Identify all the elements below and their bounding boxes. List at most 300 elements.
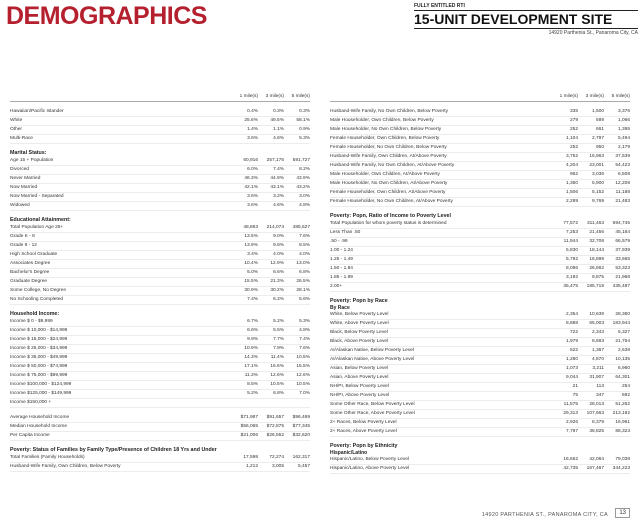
row-value: 4.8% (299, 203, 310, 208)
row-value: 0.9% (299, 127, 310, 132)
row-value: $77,345 (292, 424, 310, 429)
row-value: 8,086 (565, 266, 578, 271)
row-value: 692 (621, 393, 630, 398)
row-label: Income $ 15,000 - $24,999 (10, 337, 68, 342)
table-row (10, 108, 310, 117)
right-column (330, 94, 630, 474)
row-value: 21 (572, 384, 578, 389)
row-label: Never Married (10, 176, 41, 181)
row-label: Divorced (10, 167, 29, 172)
row-value: 9,875 (591, 275, 604, 280)
row-value: 8,888 (565, 321, 578, 326)
row-value: 5,900 (591, 181, 604, 186)
row-value: 1.4% (247, 127, 258, 132)
table-row (10, 287, 310, 296)
row-label: Female Householder, No Own Children, At/Above Poverty (330, 199, 453, 204)
row-value: 38,825 (589, 429, 604, 434)
row-value: 722 (569, 330, 578, 335)
row-value: 43.1% (270, 185, 284, 190)
row-label: Husband-Wife Family, No Own Children, At/Above Poverty (330, 163, 455, 168)
row-label: Grade K - 8 (10, 234, 35, 239)
row-label: Male Householder, Own Children, Below Poverty (330, 118, 434, 123)
row-value: 28,360 (615, 312, 630, 317)
row-value: 8.5% (299, 243, 310, 248)
table-row (10, 296, 310, 305)
row-value: 8,379 (591, 420, 604, 425)
radius-3-header: 3 mile(s) (585, 94, 604, 99)
entitlement-tag: FULLY ENTITLED RTI (414, 3, 465, 9)
row-value: 16,899 (589, 257, 604, 262)
table-row (330, 198, 630, 207)
row-value: 42,735 (563, 466, 578, 471)
row-label: Female Householder, No Own Children, Below Poverty (330, 145, 447, 150)
row-label: 1.00 - 1.24 (330, 248, 353, 253)
row-value: 51,262 (615, 402, 630, 407)
table-row (10, 327, 310, 336)
row-label: Husband-Wife Family, Own Children, Below Poverty (10, 464, 121, 469)
row-label: AI/Alaskan Native, Below Poverty Level (330, 348, 414, 353)
row-label: Male Householder, No Own Children, At/Above Poverty (330, 181, 448, 186)
row-label: No Schooling Completed (10, 297, 64, 302)
table-row (10, 175, 310, 184)
row-value: 6.7% (247, 319, 258, 324)
row-label: Income $150,000 + (10, 400, 52, 405)
row-label: Some Other Race, Below Poverty Level (330, 402, 415, 407)
row-value: 7.0% (299, 391, 310, 396)
row-label: Income $125,000 - $149,999 (10, 391, 72, 396)
table-row (330, 117, 630, 126)
row-value: 5,830 (565, 248, 578, 253)
table-row (330, 401, 630, 410)
row-value: 12.9% (270, 261, 284, 266)
poverty-families-table (10, 454, 310, 472)
row-value: 7.4% (247, 297, 258, 302)
row-value: 1,104 (565, 136, 578, 141)
table-row (10, 414, 310, 423)
row-value: 65,003 (589, 321, 604, 326)
table-row (10, 260, 310, 269)
table-row (330, 338, 630, 347)
row-value: 4.0% (273, 252, 284, 257)
row-value: 11,575 (563, 402, 578, 407)
row-value: 3,211 (592, 366, 604, 371)
row-label: Black, Below Poverty Level (330, 330, 388, 335)
row-value: 44.9% (270, 176, 284, 181)
marital-table (10, 157, 310, 211)
row-value: 522 (569, 348, 578, 353)
row-value: 10.4% (244, 261, 258, 266)
row-label: White, Above Poverty Level (330, 321, 389, 326)
row-label: Other (10, 127, 22, 132)
row-value: 17,598 (243, 455, 258, 460)
table-row (10, 117, 310, 126)
row-value: 6.8% (299, 270, 310, 275)
row-label: NH/PI, Above Poverty Level (330, 393, 390, 398)
row-value: 213,192 (612, 411, 630, 416)
row-label: Hispanic/Latino, Below Poverty Level (330, 457, 409, 462)
row-label: Black, Above Poverty Level (330, 339, 389, 344)
row-value: 5,152 (591, 190, 604, 195)
row-value: 21.3% (270, 279, 284, 284)
table-row (10, 432, 310, 441)
table-row (10, 242, 310, 251)
row-value: 107,663 (586, 411, 604, 416)
table-row (10, 166, 310, 175)
row-value: 0.3% (273, 109, 284, 114)
row-label: Hispanic/Latino, Above Poverty Level (330, 466, 410, 471)
table-row (330, 220, 630, 229)
row-value: 1,066 (617, 118, 630, 123)
table-row (330, 283, 630, 292)
row-value: 0.4% (247, 109, 258, 114)
table-row (10, 423, 310, 432)
row-value: 23,001 (589, 163, 604, 168)
row-value: 9.0% (273, 234, 284, 239)
row-value: 661 (595, 127, 604, 132)
row-value: 3.6% (247, 203, 258, 208)
row-value: 2,797 (591, 136, 604, 141)
row-label: 2+ Races, Below Poverty Level (330, 420, 397, 425)
row-value: 12.6% (296, 373, 310, 378)
table-row (10, 463, 310, 472)
row-value: 60,916 (243, 158, 258, 163)
table-row (330, 392, 630, 401)
row-value: 3.2% (273, 194, 284, 199)
table-row (10, 454, 310, 463)
row-label: Median Household Income (10, 424, 68, 429)
row-value: 6,508 (617, 172, 630, 177)
row-value: 79,038 (615, 457, 630, 462)
marital-section-title: Marital Status: (10, 150, 47, 156)
row-value: 30.2% (270, 288, 284, 293)
row-value: 2,638 (617, 348, 630, 353)
left-column (10, 94, 310, 472)
row-value: 11,188 (615, 190, 630, 195)
row-value: 10.5% (270, 382, 284, 387)
row-value: 64,301 (615, 375, 630, 380)
row-value: 26,662 (589, 266, 604, 271)
table-row (10, 251, 310, 260)
row-label: Grade 9 - 12 (10, 243, 37, 248)
row-value: 167,467 (586, 466, 604, 471)
row-value: 66,579 (615, 239, 630, 244)
row-value: 26.5% (296, 279, 310, 284)
row-value: 3,036 (591, 172, 604, 177)
row-value: 1,360 (565, 181, 578, 186)
row-value: $96,469 (292, 415, 310, 420)
table-row (10, 269, 310, 278)
row-value: $56,065 (240, 424, 258, 429)
row-value: 15.5% (296, 364, 310, 369)
row-label: Multi-Race (10, 136, 33, 141)
family-poverty-table (330, 108, 630, 207)
row-value: 9,769 (591, 199, 604, 204)
row-value: 43.9% (296, 176, 310, 181)
row-label: Graduate Degree (10, 279, 48, 284)
row-value: 8.2% (299, 167, 310, 172)
row-value: 347 (595, 393, 604, 398)
table-row (330, 238, 630, 247)
row-value: 1,280 (565, 357, 578, 362)
row-value: 4,204 (565, 163, 578, 168)
row-value: 950 (595, 145, 604, 150)
row-value: 8.5% (247, 382, 258, 387)
row-value: 53,323 (615, 266, 630, 271)
radius-5-header: 5 mile(s) (611, 94, 630, 99)
row-value: 43.2% (296, 185, 310, 190)
row-value: 1,500 (591, 109, 604, 114)
row-value: 45,184 (615, 230, 630, 235)
row-value: 0.3% (299, 109, 310, 114)
row-label: Income $ 10,000 - $14,999 (10, 328, 68, 333)
property-title: 15-UNIT DEVELOPMENT SITE (414, 10, 638, 29)
row-value: 694,745 (612, 221, 630, 226)
row-value: 2,179 (617, 145, 630, 150)
table-row (10, 381, 310, 390)
row-value (232, 399, 258, 407)
row-value: 5,327 (617, 330, 630, 335)
row-value: 6.6% (273, 270, 284, 275)
table-row (330, 311, 630, 320)
row-value: 4.6% (273, 203, 284, 208)
row-value: 335 (569, 109, 578, 114)
row-value: 5.3% (299, 136, 310, 141)
row-value: 2,289 (565, 199, 578, 204)
table-row (10, 354, 310, 363)
row-label: Male Householder, Own Children, At/Above Poverty (330, 172, 440, 177)
income-table (10, 318, 310, 408)
table-row (10, 224, 310, 233)
row-value: 1,506 (565, 190, 578, 195)
row-value: 7,253 (565, 230, 578, 235)
row-value: 7.6% (299, 234, 310, 239)
row-value: 962 (569, 172, 578, 177)
row-value: 6,960 (617, 366, 630, 371)
race-table (10, 108, 310, 144)
income-section-title: Household Income: (10, 311, 60, 317)
row-value: 30.9% (244, 288, 258, 293)
row-value: 435,487 (612, 284, 630, 289)
table-row (10, 372, 310, 381)
row-value: 25.6% (244, 118, 258, 123)
row-value: 28,013 (589, 402, 604, 407)
row-value: $26,552 (266, 433, 284, 438)
radius-3-header: 3 mile(s) (265, 94, 284, 99)
row-value: 16,552 (563, 457, 578, 462)
row-label: Asian, Below Poverty Level (330, 366, 389, 371)
table-row (330, 229, 630, 238)
row-label: Now Married (10, 185, 38, 190)
education-section-title: Educational Attainment: (10, 217, 71, 223)
ratio-table (330, 220, 630, 292)
row-value: 3,192 (565, 275, 578, 280)
row-value: 1,395 (617, 127, 630, 132)
ethnicity-poverty-subtitle: Hispanic/Latino (330, 450, 368, 456)
table-row (10, 157, 310, 166)
row-value: 15,963 (589, 154, 604, 159)
row-value: 7.4% (273, 167, 284, 172)
table-row (330, 153, 630, 162)
table-row (330, 274, 630, 283)
row-value: 2,354 (565, 312, 578, 317)
row-value: 252 (569, 145, 578, 150)
row-value: 49.5% (270, 118, 284, 123)
radius-header (10, 94, 310, 102)
row-value: 11,944 (563, 239, 578, 244)
row-value: 9,044 (565, 375, 578, 380)
table-row (330, 180, 630, 189)
row-value: 33,665 (615, 257, 630, 262)
row-label: Income $100,000 - $124,999 (10, 382, 72, 387)
row-value: 13.0% (296, 261, 310, 266)
row-value: 7.4% (299, 337, 310, 342)
property-header (414, 3, 638, 36)
table-row (330, 135, 630, 144)
row-value: $71,987 (240, 415, 258, 420)
row-value: 5,792 (565, 257, 578, 262)
row-value: 77,572 (563, 221, 578, 226)
row-value: 21,968 (615, 275, 630, 280)
row-value: 17.1% (244, 364, 258, 369)
table-row (10, 184, 310, 193)
table-row (330, 365, 630, 374)
row-value: 5.2% (247, 391, 258, 396)
row-label: White, Below Poverty Level (330, 312, 389, 317)
row-value: 3.4% (247, 252, 258, 257)
row-value: 311,463 (587, 221, 604, 226)
row-label: 1.50 - 1.84 (330, 266, 353, 271)
row-value: 10.5% (296, 355, 310, 360)
row-value: 6.0% (247, 167, 258, 172)
row-value: 6.8% (273, 391, 284, 396)
table-row (330, 189, 630, 198)
row-value: 6.6% (247, 328, 258, 333)
row-value: 252 (569, 127, 578, 132)
row-value: 7.7% (273, 337, 284, 342)
footer-address: 14920 PARTHENIA ST., PANAROMA CITY, CA (481, 512, 608, 518)
row-value: 21,764 (615, 339, 630, 344)
table-row (330, 347, 630, 356)
row-label: Female Householder, Own Children, At/Above Poverty (330, 190, 446, 195)
row-value: 21,483 (615, 199, 630, 204)
ethnicity-poverty-title: Poverty: Popn by Ethnicity (330, 443, 398, 449)
ethnicity-poverty-table (330, 456, 630, 474)
row-value: 31,907 (589, 375, 604, 380)
row-label: NH/PI, Below Poverty Level (330, 384, 389, 389)
row-label: Income $ 50,000 - $74,999 (10, 364, 68, 369)
row-value: 1,212 (245, 464, 258, 469)
row-value: 9.6% (273, 243, 284, 248)
row-label: Less Than .50 (330, 230, 361, 235)
row-value: 591,727 (292, 158, 310, 163)
row-value: 8,683 (591, 339, 604, 344)
row-value: 9.9% (247, 337, 258, 342)
row-value: 4,870 (591, 357, 604, 362)
row-value: 1,367 (591, 348, 604, 353)
row-value: 279 (569, 118, 578, 123)
row-value: 10,135 (615, 357, 630, 362)
row-label: 1.25 - 1.49 (330, 257, 353, 262)
table-row (10, 278, 310, 287)
row-value: 7.6% (299, 346, 310, 351)
table-row (330, 108, 630, 117)
row-label: Asian, Above Poverty Level (330, 375, 389, 380)
row-value: 113 (596, 384, 604, 389)
row-label: Total Families (Family Households) (10, 455, 85, 460)
row-label: High School Graduate (10, 252, 58, 257)
row-value: 11.3% (244, 373, 258, 378)
row-value: $91,657 (266, 415, 284, 420)
row-value: 18,144 (589, 248, 604, 253)
table-row (330, 456, 630, 465)
row-value: $32,620 (292, 433, 310, 438)
row-value: 1,073 (565, 366, 578, 371)
row-value: 15.5% (244, 279, 258, 284)
radius-5-header: 5 mile(s) (291, 94, 310, 99)
row-value: 4.0% (299, 252, 310, 257)
row-label: Bachelor's Degree (10, 270, 50, 275)
table-row (330, 356, 630, 365)
row-label: .50 - .99 (330, 239, 348, 244)
row-value: 1,979 (565, 339, 578, 344)
row-value: 4.8% (299, 328, 310, 333)
row-value: 485,627 (292, 225, 310, 230)
row-label: Female Householder, Own Children, Below Poverty (330, 136, 440, 141)
education-table (10, 224, 310, 305)
table-row (330, 162, 630, 171)
table-row (330, 428, 630, 437)
row-value: 42.1% (244, 185, 258, 190)
row-value: 75 (572, 393, 578, 398)
row-value: 5,457 (297, 464, 310, 469)
table-row (330, 126, 630, 135)
table-row (10, 390, 310, 399)
page-title: DEMOGRAPHICS (6, 2, 207, 30)
row-value: 254 (621, 384, 630, 389)
row-value: 589 (595, 118, 604, 123)
row-value: 21,456 (589, 230, 604, 235)
table-row (10, 202, 310, 211)
row-label: Total Population for whom poverty status is determined (330, 221, 447, 226)
table-row (330, 374, 630, 383)
row-label: 2.00+ (330, 284, 343, 289)
row-value: $21,006 (240, 433, 258, 438)
row-value: 3.0% (299, 194, 310, 199)
row-label: 2+ Races, Above Poverty Level (330, 429, 397, 434)
row-value: 4.6% (273, 136, 284, 141)
row-value: 48,863 (243, 225, 258, 230)
row-value: 5,494 (617, 136, 630, 141)
row-value: 6.2% (273, 297, 284, 302)
row-value: 28.1% (296, 288, 310, 293)
row-value: 72,274 (269, 455, 284, 460)
ratio-section-title: Poverty: Popn, Ratio of Income to Poverty Level (330, 213, 451, 219)
radius-1-header: 1 mile(s) (559, 94, 578, 99)
row-value: 5.6% (299, 297, 310, 302)
race-poverty-table (330, 311, 630, 437)
table-row (330, 265, 630, 274)
row-value: 7,797 (565, 429, 578, 434)
row-label: Total Population Age 25+ (10, 225, 64, 230)
table-row (10, 135, 310, 144)
row-value: 3,376 (617, 109, 630, 114)
row-value: 10.5% (296, 382, 310, 387)
row-value: 37,539 (615, 154, 630, 159)
row-value: 88,323 (615, 429, 630, 434)
table-row (10, 318, 310, 327)
table-row (330, 320, 630, 329)
row-label: 1.85 - 1.99 (330, 275, 353, 280)
